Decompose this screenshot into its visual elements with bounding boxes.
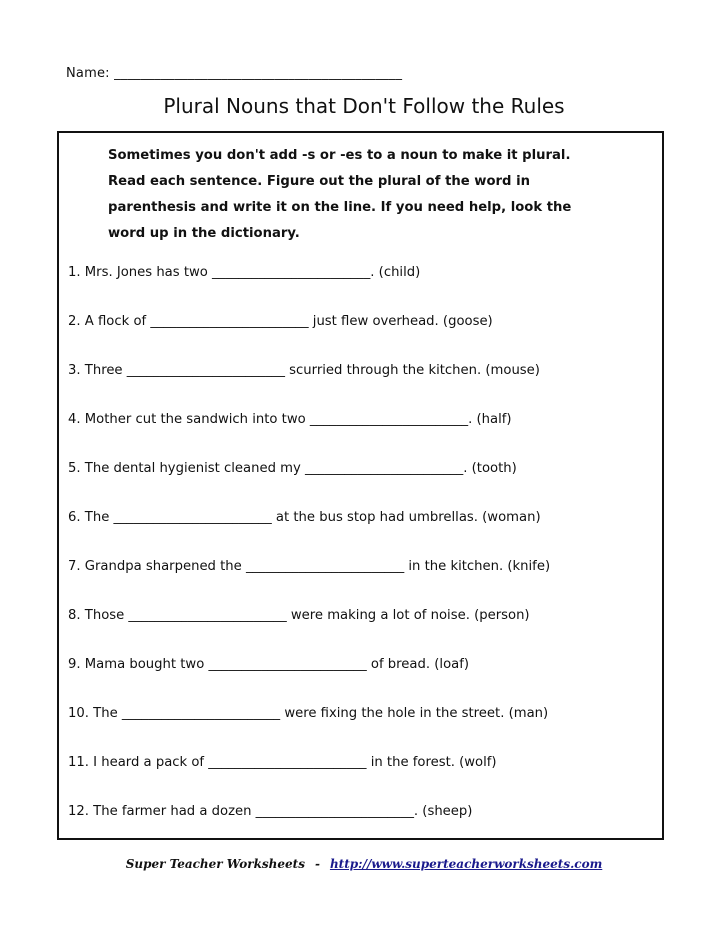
question-1: 1. Mrs. Jones has two ________________________. (child) <box>68 265 421 280</box>
footer-url-link[interactable]: http://www.superteacherworksheets.com <box>329 857 603 871</box>
instruction-line: word up in the dictionary. <box>108 226 300 241</box>
instruction-line: Sometimes you don't add -s or -es to a noun to make it plural. <box>108 148 571 163</box>
question-3: 3. Three ________________________ scurried through the kitchen. (mouse) <box>68 363 540 378</box>
footer-brand: Super Teacher Worksheets <box>125 857 305 871</box>
page-title: Plural Nouns that Don't Follow the Rules <box>163 94 565 118</box>
footer <box>0 857 728 871</box>
footer-separator: - <box>314 857 320 871</box>
instruction-line: Read each sentence. Figure out the plural of the word in <box>108 174 530 189</box>
instructions-block <box>108 143 648 247</box>
question-5: 5. The dental hygienist cleaned my ________________________. (tooth) <box>68 461 517 476</box>
name-field-line: Name: ___________________________________________ <box>66 66 403 81</box>
question-8: 8. Those ________________________ were making a lot of noise. (person) <box>68 608 530 623</box>
instruction-line: parenthesis and write it on the line. If you need help, look the <box>108 200 572 215</box>
question-6: 6. The ________________________ at the bus stop had umbrellas. (woman) <box>68 510 541 525</box>
question-12: 12. The farmer had a dozen ________________________. (sheep) <box>68 804 473 819</box>
question-11: 11. I heard a pack of ________________________ in the forest. (wolf) <box>68 755 497 770</box>
question-10: 10. The ________________________ were fixing the hole in the street. (man) <box>68 706 549 721</box>
question-2: 2. A flock of ________________________ just flew overhead. (goose) <box>68 314 493 329</box>
question-4: 4. Mother cut the sandwich into two ________________________. (half) <box>68 412 512 427</box>
question-9: 9. Mama bought two ________________________ of bread. (loaf) <box>68 657 470 672</box>
question-7: 7. Grandpa sharpened the ________________________ in the kitchen. (knife) <box>68 559 551 574</box>
